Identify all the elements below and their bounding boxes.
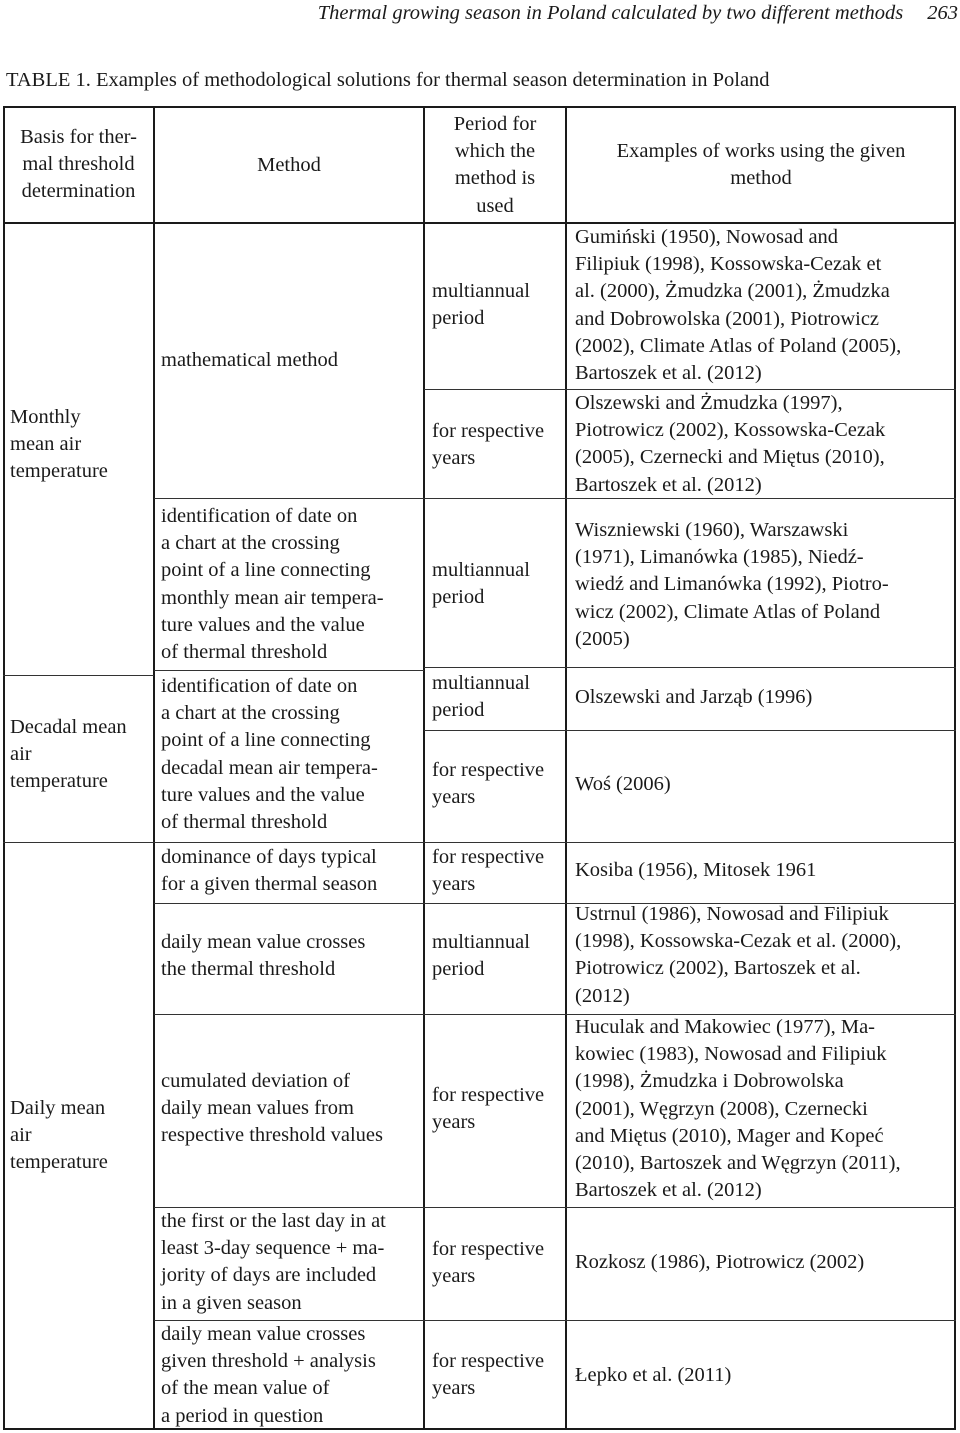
header-basis: Basis for ther- mal threshold determination xyxy=(20,126,137,203)
row-divider xyxy=(424,842,956,843)
examples-cell: Łepko et al. (2011) xyxy=(575,1364,732,1386)
period-cell: for respective years xyxy=(432,759,545,809)
examples-cell: Wiszniewski (1960), Warszawski (1971), Limanówka (1985), Niedź- wiedź and Limanówka (1992), Piotro- wicz (2002), Climate Atlas of Poland (2005) xyxy=(575,519,889,650)
period-cell: for respective years xyxy=(432,1084,545,1134)
row-divider xyxy=(424,667,956,668)
row-divider xyxy=(424,1207,956,1208)
period-cell: for respective years xyxy=(432,420,545,470)
method-cumulated-deviation: cumulated deviation of daily mean values from respective threshold values xyxy=(161,1070,384,1147)
method-daily-crosses-threshold: daily mean value crosses the thermal threshold xyxy=(161,931,366,981)
examples-cell: Kosiba (1956), Mitosek 1961 xyxy=(575,859,817,881)
period-cell: multiannual period xyxy=(432,672,530,722)
examples-cell: Ustrnul (1986), Nowosad and Filipiuk (1998), Kossowska-Cezak et al. (2000), Piotrowicz (2002), Bartoszek et al. (2012) xyxy=(575,903,902,1007)
basis-decadal: Decadal mean air temperature xyxy=(10,716,127,793)
row-divider xyxy=(3,842,154,843)
row-divider xyxy=(154,1014,424,1015)
header-examples: Examples of works using the given method xyxy=(616,140,906,190)
method-chart-monthly: identification of date on a chart at the crossing point of a line connecting monthly mean air tempera- ture values and the value of thermal threshold xyxy=(161,505,384,664)
row-divider xyxy=(154,670,424,671)
table-caption: TABLE 1. Examples of methodological solutions for thermal season determination in Poland xyxy=(6,69,770,91)
examples-cell: Rozkosz (1986), Piotrowicz (2002) xyxy=(575,1251,865,1273)
header-period: Period for which the method is used xyxy=(453,113,537,217)
method-threshold-plus-analysis: daily mean value crosses given threshold + analysis of the mean value of a period in question xyxy=(161,1323,376,1427)
row-divider xyxy=(424,1320,956,1321)
running-head xyxy=(0,2,958,25)
period-cell: multiannual period xyxy=(432,280,530,330)
examples-cell: Gumiński (1950), Nowosad and Filipiuk (1998), Kossowska-Cezak et al. (2000), Żmudzka (2001), Żmudzka and Dobrowolska (2001), Piotrowicz (2002), Climate Atlas of Poland (2005), Bartoszek et al. (2012) xyxy=(575,226,902,385)
method-chart-decadal: identification of date on a chart at the crossing point of a line connecting decadal mean air tempera- ture values and the value of thermal threshold xyxy=(161,675,378,834)
running-head-title: Thermal growing season in Poland calculated by two different methods xyxy=(317,2,904,24)
row-divider xyxy=(3,675,154,676)
row-divider xyxy=(154,498,424,499)
method-mathematical: mathematical method xyxy=(161,349,339,371)
page-number: 263 xyxy=(927,2,958,24)
method-three-day-sequence: the first or the last day in at least 3-day sequence + ma- jority of days are included in a given season xyxy=(161,1210,386,1314)
row-divider xyxy=(154,842,424,843)
column-divider xyxy=(565,106,567,1430)
column-divider xyxy=(423,106,425,1430)
basis-daily: Daily mean air temperature xyxy=(10,1097,108,1174)
period-cell: for respective years xyxy=(432,1350,545,1400)
header-method: Method xyxy=(257,154,321,176)
period-cell: multiannual period xyxy=(432,931,530,981)
row-divider xyxy=(424,730,956,731)
row-divider xyxy=(154,903,424,904)
period-cell: for respective years xyxy=(432,846,545,896)
examples-cell: Olszewski and Jarząb (1996) xyxy=(575,686,813,708)
method-dominance-days: dominance of days typical for a given thermal season xyxy=(161,846,378,896)
basis-monthly: Monthly mean air temperature xyxy=(10,406,108,483)
examples-cell: Olszewski and Żmudzka (1997), Piotrowicz (2002), Kossowska-Cezak (2005), Czernecki and Miętus (2010), Bartoszek et al. (2012) xyxy=(575,392,886,496)
column-divider xyxy=(153,106,155,1430)
examples-cell: Huculak and Makowiec (1977), Ma- kowiec (1983), Nowosad and Filipiuk (1998), Żmudzka i Dobrowolska (2001), Węgrzyn (2008), Czernecki and Miętus (2010), Mager and Kopeć (2010), Bartoszek and Węgrzyn (2011), Bartoszek et al. (2012) xyxy=(575,1016,901,1202)
period-cell: for respective years xyxy=(432,1238,545,1288)
examples-cell: Woś (2006) xyxy=(575,773,671,795)
period-cell: multiannual period xyxy=(432,559,530,609)
